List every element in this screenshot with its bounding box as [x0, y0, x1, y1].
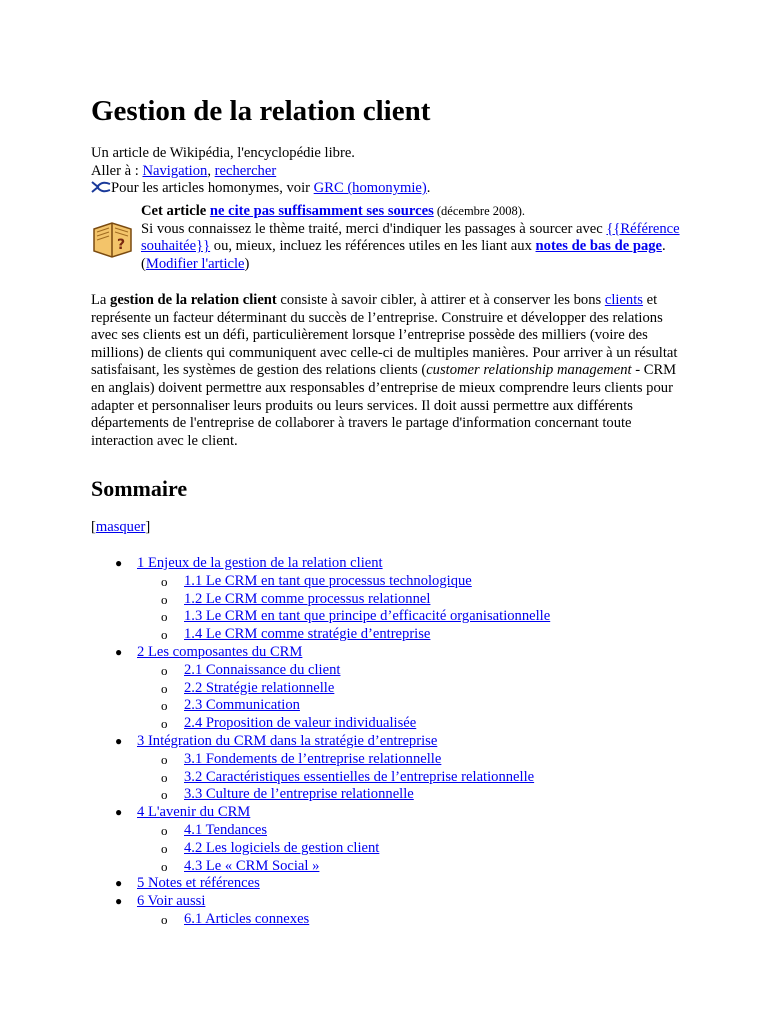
- toc-heading: Sommaire: [91, 476, 188, 501]
- toc-subitem: [91, 715, 691, 733]
- circle-bullet-icon: o: [161, 858, 168, 874]
- toc-sublink[interactable]: 2.1 Connaissance du client: [184, 661, 341, 678]
- bullet-icon: ●: [115, 876, 123, 891]
- toc-sublink[interactable]: 3.2 Caractéristiques essentielles de l’entreprise relationnelle: [184, 768, 535, 785]
- toc-subitem: [91, 769, 691, 787]
- toc-link[interactable]: 2 Les composantes du CRM: [137, 643, 303, 660]
- toc-item: [91, 804, 691, 822]
- toc-link[interactable]: 1 Enjeux de la gestion de la relation client: [137, 555, 383, 571]
- toc-item: [91, 893, 691, 911]
- edit-article-link[interactable]: Modifier l'article: [145, 255, 245, 272]
- circle-bullet-icon: o: [161, 840, 168, 856]
- search-link[interactable]: rechercher: [214, 162, 277, 179]
- book-question-icon: [91, 215, 135, 259]
- toc-link[interactable]: 3 Intégration du CRM dans la stratégie d’entreprise: [137, 732, 438, 749]
- toc-subitem: [91, 751, 691, 769]
- toc-item: [91, 644, 691, 662]
- circle-bullet-icon: o: [161, 609, 168, 625]
- circle-bullet-icon: o: [161, 769, 168, 785]
- footnotes-link[interactable]: notes de bas de page: [535, 238, 663, 255]
- article-intro: [91, 145, 691, 198]
- insufficient-sources-link[interactable]: ne cite pas suffisamment ses sources: [209, 203, 434, 219]
- toc-item: [91, 875, 691, 893]
- table-of-contents: [91, 555, 691, 929]
- toc-item: [91, 733, 691, 751]
- toc-subitem: [91, 608, 691, 626]
- disambiguation-icon: [91, 180, 111, 194]
- toc-toggle: [masquer]: [91, 519, 151, 535]
- homonym-line: Pour les articles homonymes, voir GRC (homonymie).: [91, 180, 691, 198]
- goto-line: Aller à : Navigation, rechercher: [91, 162, 277, 179]
- homonym-link[interactable]: GRC (homonymie): [313, 180, 427, 197]
- circle-bullet-icon: o: [161, 822, 168, 838]
- toc-subitem: [91, 591, 691, 609]
- toc-subitem: [91, 573, 691, 591]
- toc-sublink[interactable]: 4.1 Tendances: [184, 821, 268, 838]
- toc-item: [91, 555, 691, 573]
- notice-text: Cet article ne cite pas suffisamment ses sources (décembre 2008). Si vous connaissez le thème traité, merci d'indiquer les passages à sourcer avec {{Référence souhaitée}} ou, mieux, incluez les références utiles en les liant aux notes de bas de page. (Modifier l'article): [141, 203, 680, 272]
- toc-sublink[interactable]: 2.4 Proposition de valeur individualisée: [184, 715, 417, 732]
- toc-sublink[interactable]: 1.1 Le CRM en tant que processus technologique: [184, 572, 472, 589]
- toc-subitem: [91, 911, 691, 929]
- toc-link[interactable]: 4 L'avenir du CRM: [137, 804, 251, 821]
- toc-subitem: [91, 822, 691, 840]
- bullet-icon: ●: [115, 894, 123, 909]
- toc-subitem: [91, 786, 691, 804]
- circle-bullet-icon: o: [161, 911, 168, 927]
- toc-sublink[interactable]: 3.1 Fondements de l’entreprise relationnelle: [184, 750, 442, 767]
- circle-bullet-icon: o: [161, 787, 168, 803]
- hide-toc-link[interactable]: masquer: [95, 519, 146, 535]
- page-title: Gestion de la relation client: [91, 95, 431, 127]
- circle-bullet-icon: o: [161, 627, 168, 643]
- toc-sublink[interactable]: 1.4 Le CRM comme stratégie d’entreprise: [184, 626, 431, 643]
- toc-sublink[interactable]: 3.3 Culture de l’entreprise relationnelle: [184, 786, 414, 803]
- circle-bullet-icon: o: [161, 716, 168, 732]
- toc-subitem: [91, 680, 691, 698]
- bullet-icon: ●: [115, 805, 123, 820]
- toc-sublink[interactable]: 4.2 Les logiciels de gestion client: [184, 839, 380, 856]
- toc-sublink[interactable]: 1.2 Le CRM comme processus relationnel: [184, 590, 431, 607]
- circle-bullet-icon: o: [161, 751, 168, 767]
- svg-text:?: ?: [117, 237, 126, 253]
- circle-bullet-icon: o: [161, 573, 168, 589]
- circle-bullet-icon: o: [161, 662, 168, 678]
- tagline: Un article de Wikipédia, l'encyclopédie libre.: [91, 145, 355, 161]
- toc-subitem: [91, 662, 691, 680]
- toc-sublink[interactable]: 1.3 Le CRM en tant que principe d’efficacité organisationnelle: [184, 608, 551, 625]
- toc-sublink[interactable]: 4.3 Le « CRM Social »: [184, 857, 320, 874]
- toc-subitem: [91, 858, 691, 876]
- toc-sublink[interactable]: 2.3 Communication: [184, 697, 300, 714]
- toc-link[interactable]: 6 Voir aussi: [137, 893, 206, 910]
- sources-notice: [91, 203, 681, 273]
- toc-sublink[interactable]: 2.2 Stratégie relationnelle: [184, 679, 335, 696]
- bullet-icon: ●: [115, 733, 123, 748]
- toc-link[interactable]: 5 Notes et références: [137, 875, 260, 892]
- circle-bullet-icon: o: [161, 680, 168, 696]
- bullet-icon: ●: [115, 644, 123, 659]
- toc-list: [91, 555, 691, 929]
- bullet-icon: ●: [115, 556, 123, 570]
- circle-bullet-icon: o: [161, 698, 168, 714]
- navigation-link[interactable]: Navigation: [142, 162, 208, 179]
- circle-bullet-icon: o: [161, 591, 168, 607]
- toc-subitem: [91, 626, 691, 644]
- lead-paragraph: La gestion de la relation client consiste à savoir cibler, à attirer et à conserver les bons clients et représente un facteur déterminant du succès de l’entreprise. Construire et développer des relations avec ses clients est un défi, particulièrement lorsque l’entreprise possède des milliers (voire des millions) de clients qui communiquent avec celle-ci de multiples manières. Pour arriver à un résultat satisfaisant, les systèmes de gestion des relations clients (customer relationship management - CRM en anglais) doivent permettre aux responsables d’entreprise de mieux comprendre leurs clients pour adapter et personnaliser leurs produits ou leurs services. Il doit aussi permettre aux différents départements de l'entreprise de collaborer à travers le partage d'information concernant toute interaction avec le client.: [91, 292, 678, 449]
- reference-template-link[interactable]: {{Référence souhaitée}}: [141, 220, 680, 255]
- toc-sublink[interactable]: 6.1 Articles connexes: [184, 910, 310, 927]
- toc-subitem: [91, 840, 691, 858]
- clients-link[interactable]: clients: [604, 292, 643, 308]
- toc-subitem: [91, 697, 691, 715]
